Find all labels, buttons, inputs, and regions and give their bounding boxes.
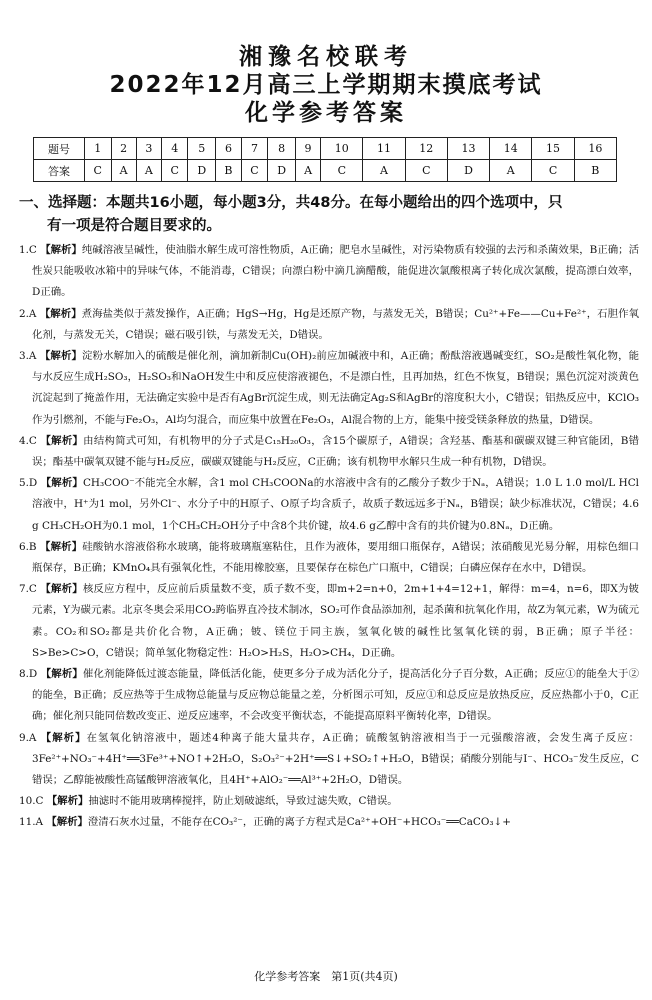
question-number-cell: 16 [574,138,616,160]
analysis-tag: 【解析】 [40,434,84,447]
item-answer: 2.A [19,307,37,320]
answer-cell: B [574,160,616,182]
analysis-tag: 【解析】 [46,795,89,808]
item-answer: 11.A [19,816,44,829]
section-heading-line: 有一项是符合题目要求的。 [47,218,221,234]
analysis-tag: 【解析】 [40,668,83,681]
answer-cell: A [111,160,136,182]
question-number-cell: 10 [321,138,363,160]
explanation-item [19,304,639,346]
item-answer: 7.C [19,583,37,596]
question-number-cell: 2 [111,138,136,160]
analysis-tag: 【解析】 [46,816,88,829]
analysis-tag: 【解析】 [40,244,82,256]
question-number-row [34,138,617,160]
item-answer: 6.B [19,540,37,553]
answer-cell: C [321,160,363,182]
explanation-text: 核反应方程中，反应前后质量数不变，质子数不变，即m+2=n+0，2m+1+4=12+1，解得：m=4，n=6，即X为铍元素，Y为碳元素。北京冬奥会采用CO₂跨临界直冷技术制冰，SO₂可作食品添加剂，起杀菌和抗氧化作用，故Z为氧元素，W为硫元素。CO₂和SO₂都是共价化合物，A正确；铍、镁位于同主族，氢氧化铍的碱性比氢氧化镁的弱，B正确；原子半径：S>Be>C>O，C错误；简单氢化物稳定性：H₂O>H₂S，H₂O>CH₄，D正确。 [32,583,640,659]
item-answer: 3.A [19,350,37,363]
answer-table [33,137,617,182]
explanation-item [19,431,639,473]
explanation-item [19,240,639,304]
analysis-tag: 【解析】 [39,307,82,320]
question-number-cell: 3 [136,138,161,160]
document-title: 化学参考答案 [245,100,407,126]
analysis-tag: 【解析】 [40,731,87,744]
item-answer: 1.C [19,244,37,256]
answer-cell: A [136,160,161,182]
explanation-text: 煮海盐类似于蒸发操作，A正确；HgS→Hg，Hg是还原产物，与蒸发无关，B错误；Cu²⁺+Fe——Cu+Fe²⁺，石胆作氧化剂，与蒸发无关，C错误；磁石吸引铁，与蒸发无关，D错误。 [32,307,639,341]
item-answer: 5.D [19,477,38,490]
question-number-cell: 14 [490,138,532,160]
answer-cell: C [405,160,447,182]
answer-cell: C [241,160,268,182]
row-label: 题号 [34,138,85,160]
answer-cell: C [532,160,574,182]
row-label: 答案 [34,160,85,182]
explanation-text: 淀粉水解加入的硫酸是催化剂，滴加新制Cu(OH)₂前应加碱液中和，A正确；酚酞溶液遇碱变红，SO₂是酸性氧化物，能与水反应生成H₂SO₃，H₂SO₃和NaOH发生中和反应使溶液褪色，不是漂白性，且再加热，红色不恢复，B错误；黑色沉淀对淡黄色沉淀起到了掩盖作用，无法确定实验中是否有AgBr沉淀生成，则无法确定Ag₂S和AgBr的溶度积大小，C错误；铝热反应中，KClO₃作为引燃剂，不能与Fe₂O₃，Al均匀混合，而应集中放置在Fe₂O₃，Al混合物的上方，能集中接受镁条释放的热量，D错误。 [32,350,640,426]
answer-cell: B [216,160,242,182]
explanation-text: 澄清石灰水过量，不能存在CO₃²⁻，正确的离子方程式是Ca²⁺+OH⁻+HCO₃⁻══CaCO₃↓+ [87,816,511,829]
item-answer: 4.C [19,434,37,447]
explanation-text: 催化剂能降低过渡态能量，降低活化能，使更多分子成为活化分子，提高活化分子百分数，A正确；反应①的能垒大于②的能垒，B正确；反应热等于生成物总能量与反应物总能量之差，分析图示可知，反应①和总反应是放热反应，反应热都小于0，C正确；催化剂只能同倍数改变正、逆反应速率，不会改变平衡状态，不能提高原料平衡转化率，D错误。 [32,668,640,723]
question-number-cell: 13 [447,138,489,160]
question-number-cell: 5 [188,138,216,160]
answer-cell: D [268,160,296,182]
analysis-tag: 【解析】 [40,477,83,490]
analysis-tag: 【解析】 [39,350,83,363]
answer-cell: A [295,160,320,182]
answer-cell: A [490,160,532,182]
exam-name-title: 2022年12月高三上学期期末摸底考试 [109,72,543,98]
explanation-text: 抽滤时不能用玻璃棒搅拌，防止划破滤纸，导致过滤失败，C错误。 [88,795,398,808]
item-answer: 10.C [19,795,44,808]
explanation-item [19,579,639,664]
page-footer: 化学参考答案 第1页(共4页) [254,970,398,983]
item-answer: 8.D [19,668,38,681]
explanation-text: 硅酸钠水溶液俗称水玻璃，能将玻璃瓶塞粘住，且作为液体，要用细口瓶保存，A错误；浓硝酸见光易分解，用棕色细口瓶保存，B正确；KMnO₄具有强氧化性，不能用橡胶塞，且要保存在棕色广口瓶中，C错误；白磷应保存在水中，D错误。 [32,540,640,575]
analysis-tag: 【解析】 [40,540,83,553]
explanation-item [19,791,639,812]
explanation-text: CH₃COO⁻不能完全水解，含1 mol CH₃COONa的水溶液中含有的乙酸分子数少于Nₐ，A错误；1.0 L 1.0 mol/L HCl溶液中，H⁺为1 mol，另外Cl⁻、水分子中的H原子、O原子均含质子，故质子数远远多于Nₐ，B错误；缺少标准状况，C错误；4.6 g CH₃CH₂OH为0.1 mol，1个CH₃CH₂OH分子中含8个共价键，故4.6 g乙醇中含有的共价键为0.8Nₐ，D正确。 [32,477,639,532]
answer-cell: C [161,160,188,182]
answer-cell: D [447,160,489,182]
question-number-cell: 6 [216,138,242,160]
question-number-cell: 15 [532,138,574,160]
explanation-item [19,728,639,792]
explanation-text: 在氢氧化钠溶液中，题述4种离子能大量共存，A正确；硫酸氢钠溶液相当于一元强酸溶液，会发生离子反应：3Fe²⁺+NO₃⁻+4H⁺══3Fe³⁺+NO↑+2H₂O，S₂O₃²⁻+2H⁺══S↓+SO₂↑+H₂O，B错误；硝酸分别能与I⁻、HCO₃⁻发生反应，C错误；乙醇能被酸性高锰酸钾溶液氧化，且4H⁺+AlO₂⁻══Al³⁺+2H₂O，D错误。 [32,731,639,787]
analysis-tag: 【解析】 [40,583,83,596]
explanation-item [19,664,639,728]
explanations-list [19,240,639,834]
answer-cell: D [188,160,216,182]
question-number-cell: 12 [405,138,447,160]
explanation-item [19,473,639,537]
question-number-cell: 8 [268,138,296,160]
answer-cell: A [363,160,405,182]
explanation-item [19,346,639,431]
item-answer: 9.A [19,731,37,744]
question-number-cell: 11 [363,138,405,160]
question-number-cell: 7 [241,138,268,160]
question-number-cell: 1 [85,138,112,160]
explanation-text: 纯碱溶液呈碱性，使油脂水解生成可溶性物质，A正确；肥皂水呈碱性，对污染物质有较强的去污和杀菌效果，B正确；活性炭只能吸收冰箱中的异味气体，不能消毒，C错误；向漂白粉中滴几滴醋酸，能促进次氯酸根离子转化成次氯酸，提高漂白效率，D正确。 [32,244,639,299]
section-heading-line: 一、选择题：本题共16小题，每小题3分，共48分。在每小题给出的四个选项中，只 [19,195,563,211]
exam-org-title: 湘豫名校联考 [239,44,413,70]
answer-row [34,160,617,182]
explanation-item [19,537,639,579]
explanation-item [19,812,639,833]
question-number-cell: 4 [161,138,188,160]
answer-cell: C [85,160,112,182]
explanation-text: 由结构简式可知，有机物甲的分子式是C₁₅H₂₀O₃，含15个碳原子，A错误；含羟基、酯基和碳碳双键三种官能团，B错误；酯基中碳氧双键不能与H₂反应，碳碳双键能与H₂反应，C正确；该有机物甲水解只生成一种有机物，D错误。 [32,434,640,469]
question-number-cell: 9 [295,138,320,160]
section-heading [19,192,639,238]
